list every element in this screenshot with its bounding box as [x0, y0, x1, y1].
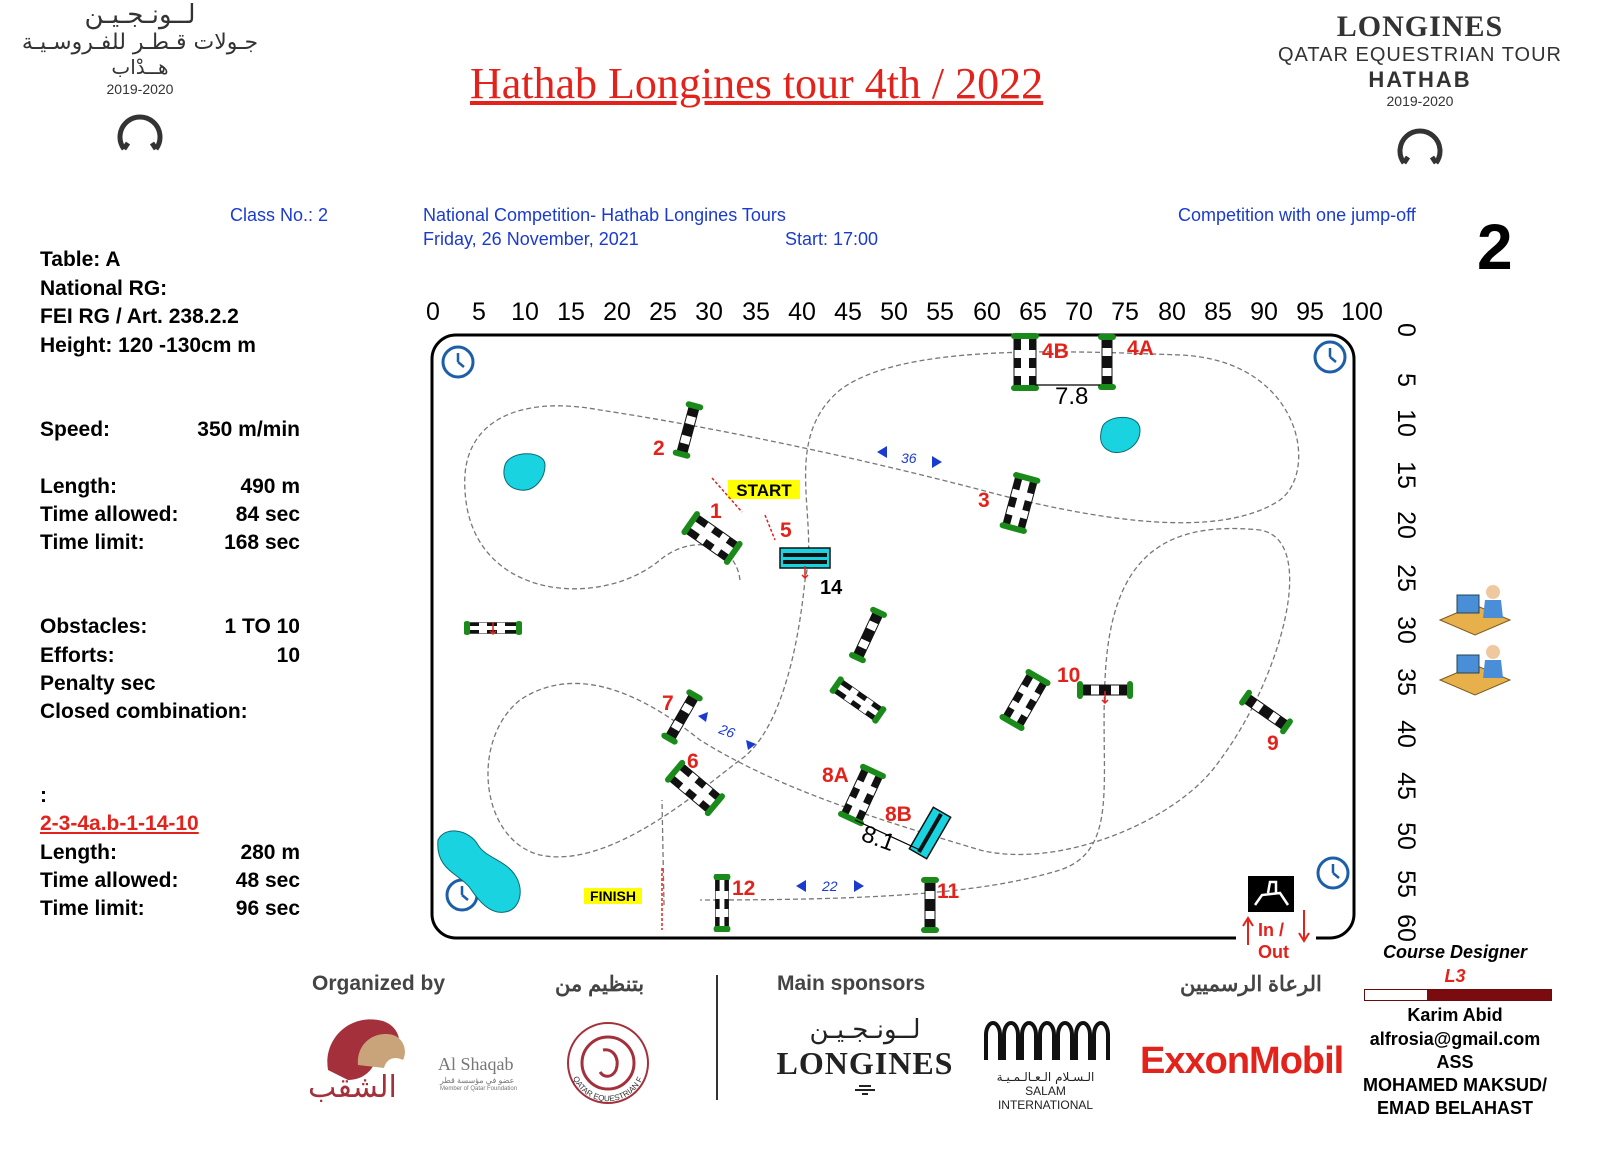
- distance-8: 8.1: [857, 820, 899, 858]
- obstacles-value: 1 TO 10: [224, 615, 300, 638]
- obstacle-12: [714, 874, 731, 932]
- speed-row: [40, 418, 300, 442]
- x-tick: 100: [1341, 298, 1383, 326]
- x-tick: 65: [1019, 298, 1047, 326]
- time-limit-label: Time limit:: [40, 531, 145, 554]
- jo-time-allowed-row: [40, 869, 300, 893]
- clock-icon: [443, 347, 473, 377]
- al-shaqab-sub2: Member of Qatar Foundation: [440, 1086, 518, 1092]
- logo-years: 2019-2020: [1386, 93, 1454, 109]
- water-pond: [1101, 417, 1140, 452]
- y-tick: 45: [1392, 772, 1420, 800]
- strides-22: 22: [822, 878, 838, 894]
- x-tick: 45: [834, 298, 862, 326]
- logo-brand: LONGINES: [1336, 10, 1504, 43]
- x-scale: [426, 298, 1383, 326]
- page-title: Hathab Longines tour 4th / 2022: [470, 59, 1044, 108]
- fei-rg: FEI RG / Art. 238.2.2: [40, 305, 239, 328]
- x-tick: 95: [1296, 298, 1324, 326]
- logo-arabic-line1: لــونـجـيـن: [84, 0, 196, 30]
- longines-wing-icon: [853, 1082, 877, 1098]
- x-tick: 90: [1250, 298, 1278, 326]
- y-tick: 10: [1392, 409, 1420, 437]
- competition-name: National Competition- Hathab Longines Tours: [423, 205, 786, 225]
- y-tick: 5: [1392, 373, 1420, 387]
- jo-time-allowed-value: 48 sec: [235, 869, 300, 892]
- penalty: Penalty sec: [40, 672, 156, 695]
- distance-4: 7.8: [1055, 383, 1089, 410]
- length-label: Length:: [40, 475, 117, 498]
- water-pond: [504, 454, 545, 490]
- obstacle-8b: [909, 807, 950, 859]
- logo-arabic-line2: جـولات قـطـر للفـروسـيـة: [21, 30, 259, 55]
- footer-divider: [716, 975, 718, 1100]
- table-type: Table: A: [40, 248, 121, 271]
- x-tick: 0: [426, 298, 440, 326]
- logo-arabic-line3: هــدْاب: [111, 55, 169, 79]
- label-10: 10: [1057, 664, 1081, 687]
- y-tick: 55: [1392, 870, 1420, 898]
- label-4b: 4B: [1042, 340, 1069, 363]
- strides-26: 26: [716, 720, 738, 742]
- label-7: 7: [662, 692, 674, 715]
- finish-label: FINISH: [590, 888, 636, 904]
- obstacle-3: [999, 471, 1041, 534]
- obstacle-4a: [1098, 334, 1116, 390]
- main-sponsors-ar-label: الرعاة الرسميين: [1180, 973, 1322, 996]
- obstacle-5: [780, 548, 830, 568]
- competition-format: Competition with one jump-off: [1178, 205, 1416, 225]
- y-tick: 0: [1392, 323, 1420, 337]
- jo-length-label: Length:: [40, 841, 117, 864]
- x-tick: 25: [649, 298, 677, 326]
- salam-name: SALAM INTERNATIONAL: [997, 1084, 1094, 1112]
- y-tick: 15: [1392, 461, 1420, 489]
- longines-sponsor-logo: [775, 1015, 955, 1103]
- longines-name: LONGINES: [776, 1045, 954, 1081]
- label-14: 14: [820, 577, 843, 599]
- designer-title: Course Designer: [1382, 942, 1528, 962]
- x-tick: 50: [880, 298, 908, 326]
- y-tick: 25: [1392, 564, 1420, 592]
- assistant-label: ASS: [1436, 1052, 1474, 1072]
- x-tick: 35: [742, 298, 770, 326]
- height: Height: 120 -130cm m: [40, 334, 256, 357]
- label-1: 1: [710, 500, 722, 523]
- jumpoff-colon: :: [40, 784, 47, 807]
- jo-time-allowed-label: Time allowed:: [40, 869, 179, 892]
- label-8b: 8B: [885, 803, 912, 826]
- jo-time-limit-row: [40, 897, 300, 921]
- start-line: [765, 515, 775, 540]
- length-value: 490 m: [240, 475, 300, 498]
- salam-logo: [978, 1015, 1113, 1112]
- designer-level: L3: [1444, 966, 1466, 986]
- x-tick: 80: [1158, 298, 1186, 326]
- label-5: 5: [780, 519, 792, 542]
- in-label: In /: [1258, 920, 1284, 940]
- time-limit-value: 168 sec: [224, 531, 300, 554]
- speed-value: 350 m/min: [197, 418, 300, 441]
- x-tick: 85: [1204, 298, 1232, 326]
- clock-icon: [1315, 342, 1345, 372]
- al-shaqab-name: Al Shaqab: [438, 1054, 514, 1074]
- obstacle-9: [1238, 689, 1294, 736]
- time-allowed-value: 84 sec: [235, 503, 300, 526]
- y-tick: 35: [1392, 668, 1420, 696]
- obstacles-row: [40, 615, 300, 639]
- y-tick: 20: [1392, 511, 1420, 539]
- horseshoe-icon: [1390, 113, 1450, 173]
- salam-ar: الـسـلام الـعـالـمـيـة: [996, 1070, 1095, 1084]
- judges-icon: [1435, 580, 1515, 700]
- length-row: [40, 475, 300, 499]
- jo-length-value: 280 m: [240, 841, 300, 864]
- designer-email: alfrosia@gmail.com: [1369, 1029, 1541, 1049]
- efforts-row: [40, 644, 300, 668]
- x-tick: 10: [511, 298, 539, 326]
- organized-by-label: Organized by: [312, 972, 446, 995]
- salam-arches-icon: [981, 1015, 1111, 1065]
- time-limit-row: [40, 531, 300, 555]
- designer-name: Karim Abid: [1407, 1005, 1503, 1025]
- closed-combination: Closed combination:: [40, 700, 248, 723]
- exxonmobil-logo: ExxonMobil: [1140, 1040, 1344, 1082]
- x-tick: 5: [472, 298, 486, 326]
- y-tick: 60: [1392, 914, 1420, 942]
- hathab-arabic-logo: [0, 0, 280, 159]
- efforts-label: Efforts:: [40, 644, 115, 667]
- x-tick: 40: [788, 298, 816, 326]
- course-path: [465, 352, 1299, 905]
- assistant-names-2: EMAD BELAHAST: [1377, 1098, 1533, 1118]
- speed-label: Speed:: [40, 418, 111, 441]
- label-2: 2: [653, 437, 665, 460]
- jumpoff-sequence: 2-3-4a.b-1-14-10: [40, 812, 199, 835]
- x-tick: 60: [973, 298, 1001, 326]
- longines-ar: لــونـجـيـن: [809, 1015, 921, 1045]
- label-11: 11: [937, 880, 960, 903]
- horseshoe-icon: [110, 99, 170, 159]
- qef-text: QATAR EQUESTRIAN F: [571, 1074, 645, 1104]
- start-time: Start: 17:00: [785, 229, 879, 249]
- designer-level-bar: [1364, 989, 1552, 1001]
- y-tick: 30: [1392, 616, 1420, 644]
- y-tick: 40: [1392, 720, 1420, 748]
- jo-time-limit-label: Time limit:: [40, 897, 145, 920]
- obstacles-label: Obstacles:: [40, 615, 148, 638]
- y-scale: [1392, 323, 1420, 942]
- arena-border: [432, 335, 1354, 938]
- label-4a: 4A: [1127, 337, 1154, 360]
- al-shaqab-ar: الشقب: [308, 1070, 397, 1105]
- label-6: 6: [687, 750, 699, 773]
- x-tick: 30: [695, 298, 723, 326]
- jo-length-row: [40, 841, 300, 865]
- label-3: 3: [978, 489, 990, 512]
- al-shaqab-sub: عضو في مؤسسة قطر: [440, 1076, 515, 1085]
- organized-by-ar-label: بتنظيم من: [555, 973, 645, 996]
- jo-time-limit-value: 96 sec: [235, 897, 300, 920]
- x-tick: 20: [603, 298, 631, 326]
- obstacle-10: [998, 668, 1051, 732]
- al-shaqab-logo: [308, 1010, 528, 1110]
- obstacle-4b: [1011, 333, 1039, 391]
- main-sponsors-label: Main sponsors: [777, 972, 926, 995]
- national-rg: National RG:: [40, 277, 168, 300]
- course-map: [400, 290, 1440, 960]
- label-8a: 8A: [822, 764, 849, 787]
- logo-years: 2019-2020: [106, 81, 174, 97]
- qef-logo: [548, 1008, 668, 1118]
- time-allowed-label: Time allowed:: [40, 503, 179, 526]
- x-tick: 55: [926, 298, 954, 326]
- obstacle-numbers: [653, 337, 1279, 903]
- x-tick: 15: [557, 298, 585, 326]
- logo-tour: QATAR EQUESTRIAN TOUR: [1278, 44, 1562, 66]
- longines-tour-logo: [1270, 10, 1570, 173]
- class-number-big: 2: [1477, 211, 1513, 283]
- y-tick: 50: [1392, 822, 1420, 850]
- time-allowed-row: [40, 503, 300, 527]
- label-9: 9: [1267, 732, 1279, 755]
- class-number: Class No.: 2: [230, 205, 329, 225]
- strides-36: 36: [901, 450, 917, 466]
- obstacle-extra-b: [829, 675, 888, 724]
- efforts-value: 10: [276, 644, 300, 667]
- clock-icon: [1318, 858, 1348, 888]
- x-tick: 70: [1065, 298, 1093, 326]
- competition-date: Friday, 26 November, 2021: [423, 229, 639, 249]
- assistant-names-1: MOHAMED MAKSUD/: [1363, 1075, 1547, 1095]
- start-label: START: [736, 481, 792, 500]
- label-12: 12: [732, 877, 756, 900]
- out-label: Out: [1258, 942, 1289, 960]
- obstacle-2: [672, 401, 704, 460]
- x-tick: 75: [1111, 298, 1139, 326]
- in-out-gate: [1243, 876, 1309, 960]
- obstacle-extra-a: [848, 606, 888, 664]
- out-arrow-icon: [1299, 910, 1309, 941]
- logo-event: HATHAB: [1368, 67, 1472, 92]
